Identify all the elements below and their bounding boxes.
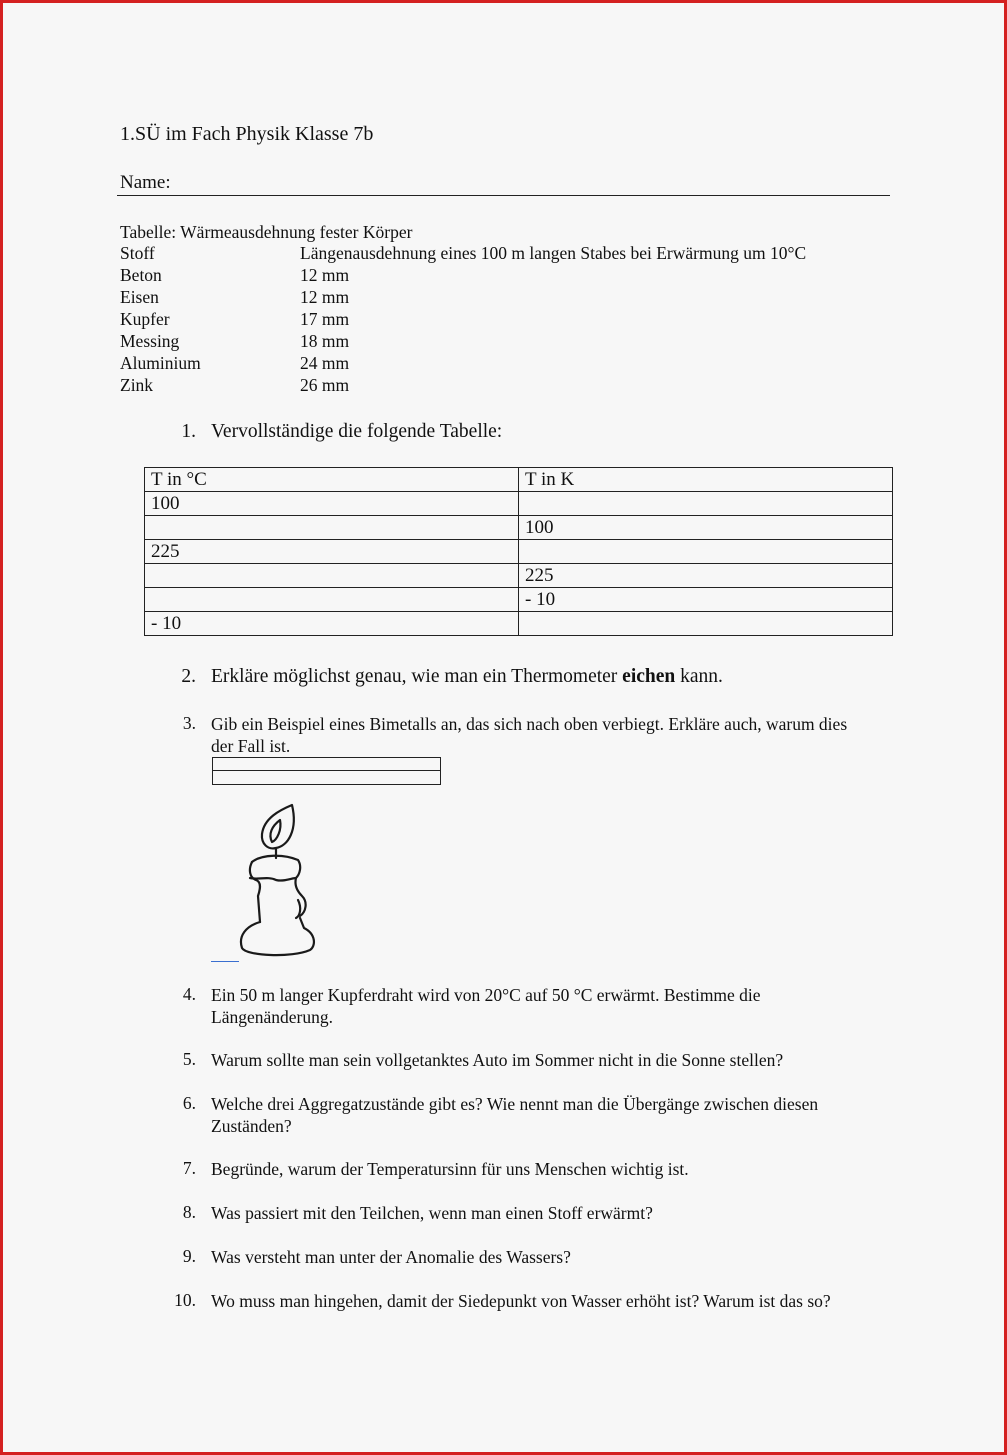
table-cell-celsius[interactable]: 100 bbox=[145, 492, 519, 516]
name-label: Name: bbox=[120, 172, 171, 193]
blue-mark bbox=[211, 961, 239, 962]
material-value: 12 mm bbox=[300, 265, 350, 285]
materials-row bbox=[120, 265, 880, 287]
question-text: Wo muss man hingehen, damit der Siedepunkt von Wasser erhöht ist? Warum ist das so? bbox=[211, 1291, 831, 1311]
question-text-bold: eichen bbox=[622, 666, 676, 687]
question-number: 5. bbox=[182, 1049, 196, 1069]
materials-col-stoff: Stoff bbox=[120, 243, 155, 263]
bimetal-divider bbox=[213, 770, 440, 771]
material-name: Aluminium bbox=[120, 353, 201, 373]
table-cell-kelvin[interactable] bbox=[519, 612, 893, 636]
table-row bbox=[145, 564, 893, 588]
table-cell-kelvin[interactable]: - 10 bbox=[519, 588, 893, 612]
bimetal-strip bbox=[212, 757, 441, 785]
question-text: Welche drei Aggregatzustände gibt es? Wie nennt man die Übergänge zwischen diesen Zuständen? bbox=[211, 1094, 819, 1136]
name-line bbox=[117, 195, 890, 196]
question-text-part: Erkläre möglichst genau, wie man ein Thermometer bbox=[211, 666, 623, 687]
material-name: Beton bbox=[120, 265, 162, 285]
materials-row bbox=[120, 353, 880, 375]
materials-row bbox=[120, 375, 880, 397]
question-text: Vervollständige die folgende Tabelle: bbox=[211, 421, 503, 442]
material-name: Eisen bbox=[120, 287, 159, 307]
table-header-row bbox=[145, 468, 893, 492]
material-value: 18 mm bbox=[300, 331, 350, 351]
question-text: Was passiert mit den Teilchen, wenn man einen Stoff erwärmt? bbox=[211, 1203, 653, 1223]
materials-header bbox=[120, 243, 880, 265]
question-number: 10. bbox=[174, 1290, 196, 1310]
material-value: 12 mm bbox=[300, 287, 350, 307]
question-text: Ein 50 m langer Kupferdraht wird von 20°C auf 50 °C erwärmt. Bestimme die Längenänderung. bbox=[211, 985, 761, 1027]
table-cell-celsius[interactable] bbox=[145, 564, 519, 588]
table-row bbox=[145, 612, 893, 636]
temperature-table bbox=[144, 467, 893, 636]
question-text: Gib ein Beispiel eines Bimetalls an, das sich nach oben verbiegt. Erkläre auch, warum dies der Fall ist. bbox=[211, 714, 848, 756]
table-cell-kelvin[interactable] bbox=[519, 492, 893, 516]
material-value: 26 mm bbox=[300, 375, 350, 395]
table-header-kelvin: T in K bbox=[519, 468, 893, 492]
question-number: 6. bbox=[182, 1093, 196, 1113]
question-text: Begründe, warum der Temperatursinn für uns Menschen wichtig ist. bbox=[211, 1159, 689, 1179]
table-cell-celsius[interactable]: - 10 bbox=[145, 612, 519, 636]
question-number: 1. bbox=[181, 421, 196, 442]
table-row bbox=[145, 516, 893, 540]
table-header-celsius: T in °C bbox=[145, 468, 519, 492]
table-cell-celsius[interactable] bbox=[145, 588, 519, 612]
question-number: 3. bbox=[182, 713, 196, 733]
question-number: 7. bbox=[182, 1158, 196, 1178]
table-cell-kelvin[interactable] bbox=[519, 540, 893, 564]
table-cell-celsius[interactable] bbox=[145, 516, 519, 540]
table-cell-kelvin[interactable]: 225 bbox=[519, 564, 893, 588]
table-cell-kelvin[interactable]: 100 bbox=[519, 516, 893, 540]
question-text: Warum sollte man sein vollgetanktes Auto im Sommer nicht in die Sonne stellen? bbox=[211, 1050, 784, 1070]
materials-caption: Tabelle: Wärmeausdehnung fester Körper bbox=[120, 222, 413, 242]
page-title: 1.SÜ im Fach Physik Klasse 7b bbox=[120, 123, 374, 145]
question-number: 9. bbox=[182, 1246, 196, 1266]
table-row bbox=[145, 492, 893, 516]
material-value: 17 mm bbox=[300, 309, 350, 329]
question-text bbox=[211, 666, 871, 688]
material-name: Messing bbox=[120, 331, 180, 351]
table-cell-celsius[interactable]: 225 bbox=[145, 540, 519, 564]
material-name: Kupfer bbox=[120, 309, 170, 329]
candle-icon bbox=[232, 800, 322, 962]
material-name: Zink bbox=[120, 375, 154, 395]
materials-row bbox=[120, 287, 880, 309]
question-text: Was versteht man unter der Anomalie des Wassers? bbox=[211, 1247, 571, 1267]
question-number: 4. bbox=[182, 984, 196, 1004]
materials-row bbox=[120, 331, 880, 353]
table-row bbox=[145, 588, 893, 612]
materials-col-expansion: Längenausdehnung eines 100 m langen Stabes bei Erwärmung um 10°C bbox=[300, 243, 807, 263]
materials-row bbox=[120, 309, 880, 331]
material-value: 24 mm bbox=[300, 353, 350, 373]
question-text-part: kann. bbox=[675, 666, 723, 687]
question-number: 8. bbox=[182, 1202, 196, 1222]
table-row bbox=[145, 540, 893, 564]
question-number: 2. bbox=[181, 666, 196, 687]
